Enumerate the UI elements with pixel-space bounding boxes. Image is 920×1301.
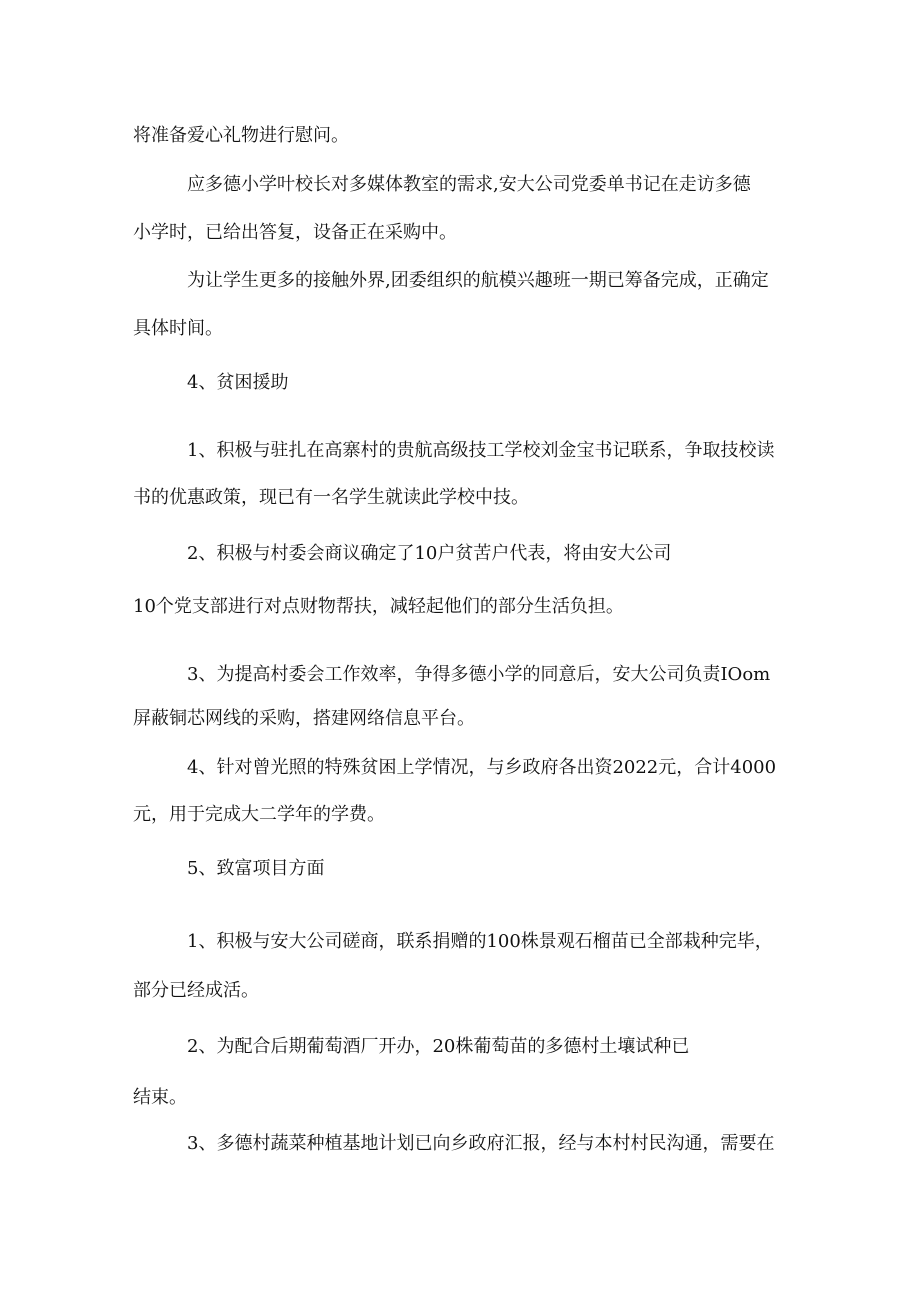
- text-line: 应多德小学叶校长对多媒体教室的需求,安大公司党委单书记在走访多德: [187, 174, 751, 195]
- text-line: 10个党支部进行对点财物帮扶，减轻起他们的部分生活负担。: [133, 596, 624, 617]
- text-line: 1、积极与驻扎在高寨村的贵航高级技工学校刘金宝书记联系，争取技校读: [187, 440, 775, 461]
- text-line: 2、积极与村委会商议确定了10户贫苦户代表，将由安大公司: [187, 543, 672, 564]
- text-line: 结束。: [133, 1087, 187, 1108]
- text-line: 3、为提高村委会工作效率，争得多德小学的同意后，安大公司负责IOom: [187, 664, 771, 685]
- text-line: 书的优惠政策，现已有一名学生就读此学校中技。: [133, 487, 529, 508]
- text-line: 小学时，已给出答复，设备正在采购中。: [133, 222, 457, 243]
- text-line: 具体时间。: [133, 318, 223, 339]
- text-line: 1、积极与安大公司磋商，联系捐赠的100株景观石榴苗已全部栽种完毕，: [187, 931, 773, 952]
- text-line: 4、针对曾光照的特殊贫困上学情况，与乡政府各出资2022元，合计4000: [187, 757, 777, 778]
- text-line: 3、多德村蔬菜种植基地计划已向乡政府汇报，经与本村村民沟通，需要在: [187, 1133, 775, 1154]
- text-line: 2、为配合后期葡萄酒厂开办，20株葡萄苗的多德村土壤试种已: [187, 1036, 690, 1057]
- text-line: 为让学生更多的接触外界,团委组织的航模兴趣班一期已筹备完成，正确定: [187, 270, 769, 291]
- section-heading: 4、贫困援助: [187, 372, 289, 393]
- text-line: 屏蔽铜芯网线的采购，搭建网络信息平台。: [133, 708, 475, 729]
- section-heading: 5、致富项目方面: [187, 858, 325, 879]
- text-line: 将准备爱心礼物进行慰问。: [133, 125, 349, 146]
- text-line: 元，用于完成大二学年的学费。: [133, 804, 385, 825]
- text-line: 部分已经成活。: [133, 980, 259, 1001]
